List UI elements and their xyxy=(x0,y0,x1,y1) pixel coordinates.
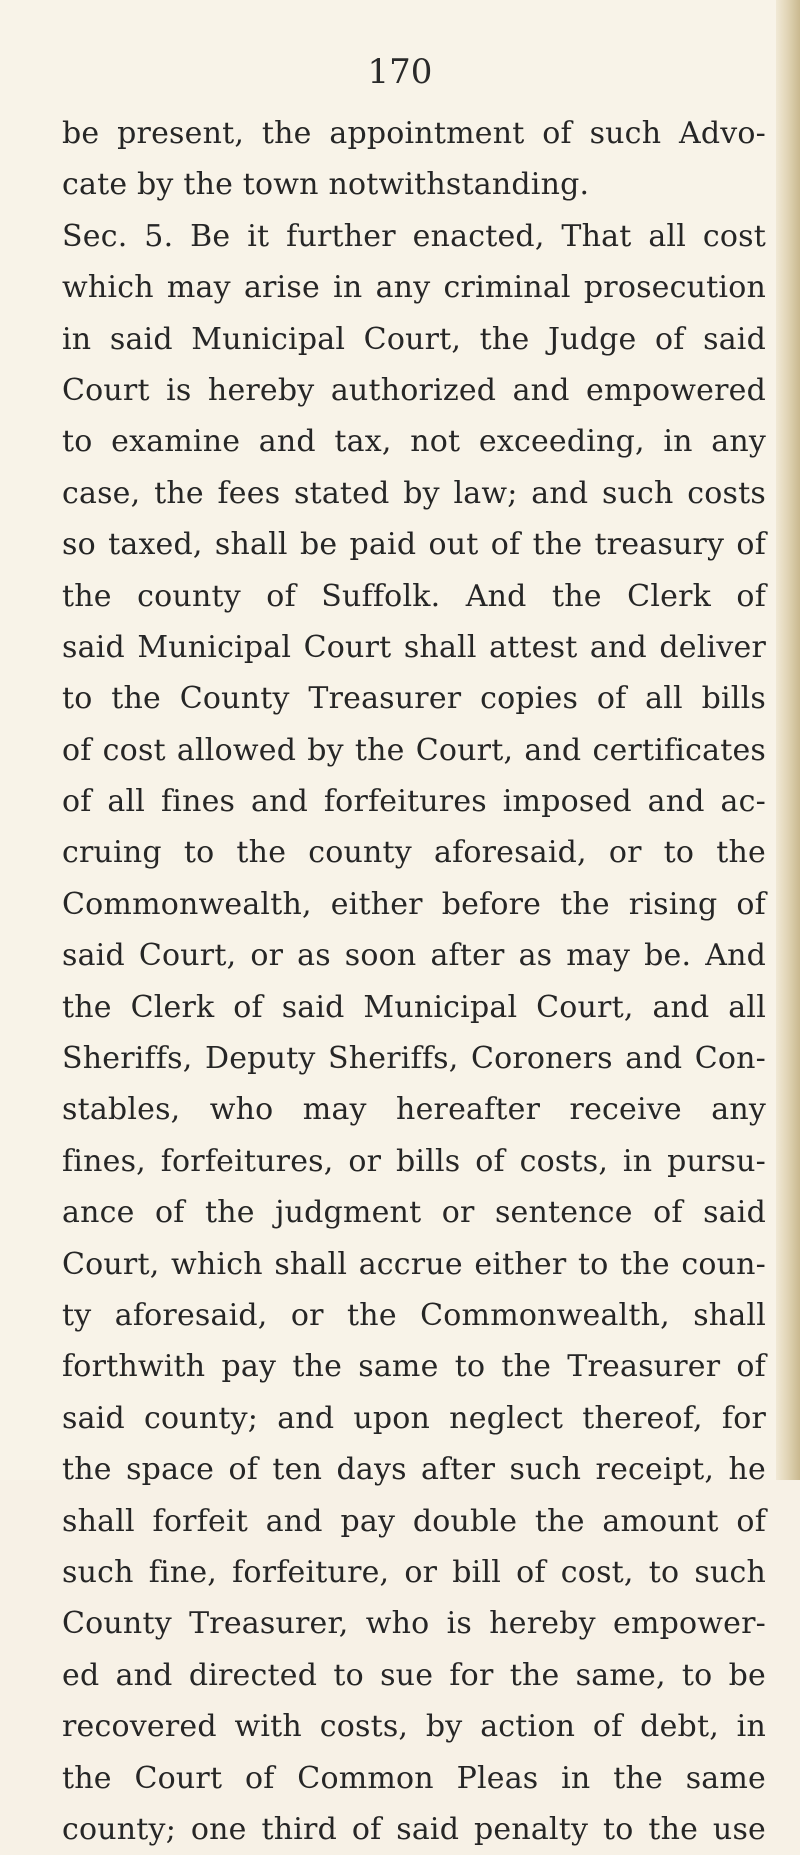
text-line: fines, forfeitures, or bills of costs, in pursu- xyxy=(62,1143,766,1179)
text-line: of all fines and forfeitures imposed and ac- xyxy=(62,784,766,820)
text-line: the county of Suffolk. And the Clerk of xyxy=(62,578,766,614)
text-line: such fine, forfeiture, or bill of cost, to such xyxy=(62,1554,766,1590)
text-line: ty aforesaid, or the Commonwealth, shall xyxy=(62,1297,766,1333)
text-line: stables, who may hereafter receive any xyxy=(62,1092,766,1128)
text-line: to examine and tax, not exceeding, in any xyxy=(62,424,766,460)
text-line: County Treasurer, who is hereby empower- xyxy=(62,1606,766,1642)
text-line: cruing to the county aforesaid, or to the xyxy=(62,835,766,871)
text-line: ance of the judgment or sentence of said xyxy=(62,1195,766,1231)
text-line: said county; and upon neglect thereof, for xyxy=(62,1400,766,1436)
text-line: county; one third of said penalty to the use xyxy=(62,1811,766,1847)
text-line: recovered with costs, by action of debt, in xyxy=(62,1709,766,1745)
text-line: Sheriffs, Deputy Sheriffs, Coroners and Con- xyxy=(62,1041,766,1077)
text-line: said Municipal Court shall attest and deliver xyxy=(62,629,766,665)
section-heading-line: Sec. 5. Be it further enacted, That all cost xyxy=(62,218,766,254)
text-line: said Court, or as soon after as may be. And xyxy=(62,938,766,974)
text-line: ed and directed to sue for the same, to be xyxy=(62,1657,766,1693)
text-line: case, the fees stated by law; and such costs xyxy=(62,475,766,511)
text-line: which may arise in any criminal prosecution xyxy=(62,270,766,306)
text-line: the Clerk of said Municipal Court, and all xyxy=(62,989,766,1025)
text-line: the Court of Common Pleas in the same xyxy=(62,1760,766,1796)
page-number: 170 xyxy=(367,52,433,92)
text-line: the space of ten days after such receipt, he xyxy=(62,1452,766,1488)
text-line: so taxed, shall be paid out of the treasury of xyxy=(62,527,766,563)
text-line: to the County Treasurer copies of all bills xyxy=(62,681,766,717)
text-line: in said Municipal Court, the Judge of said xyxy=(62,321,766,357)
text-line: of cost allowed by the Court, and certificates xyxy=(62,732,766,768)
text-line: Court is hereby authorized and empowered xyxy=(62,372,766,408)
text-line: Commonwealth, either before the rising of xyxy=(62,886,766,922)
text-line: be present, the appointment of such Advo- xyxy=(62,116,766,151)
text-line: Court, which shall accrue either to the coun- xyxy=(62,1246,766,1282)
body-text xyxy=(62,108,766,1855)
text-line: cate by the town notwithstanding. xyxy=(62,167,590,203)
text-line: forthwith pay the same to the Treasurer of xyxy=(62,1349,766,1385)
text-line: shall forfeit and pay double the amount of xyxy=(62,1503,766,1539)
page-edge-shadow xyxy=(776,0,800,1480)
